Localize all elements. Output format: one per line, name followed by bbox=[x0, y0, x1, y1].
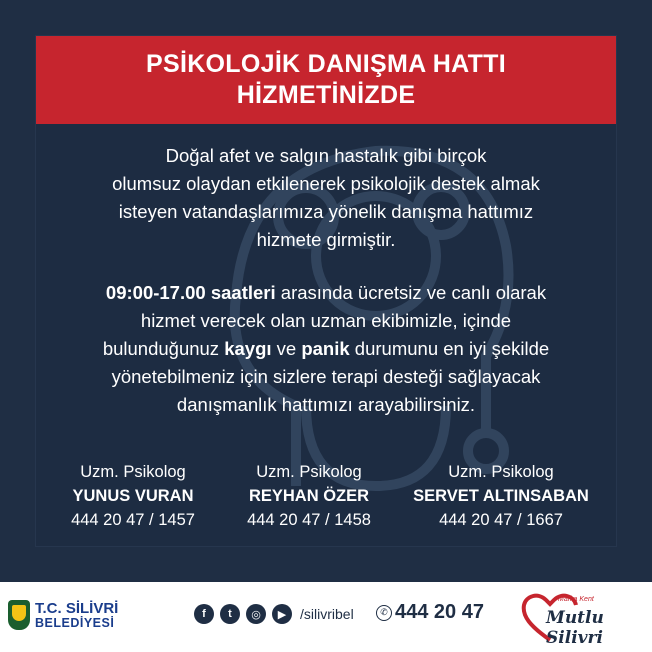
main-phone-number: 444 20 47 bbox=[395, 601, 484, 623]
logo-line1: T.C. SİLİVRİ bbox=[35, 599, 119, 617]
contact-role: Uzm. Psikolog bbox=[80, 463, 186, 481]
contact-name: SERVET ALTINSABAN bbox=[413, 487, 589, 505]
service-line-text: ve bbox=[271, 338, 302, 359]
intro-line: hizmete girmiştir. bbox=[256, 229, 396, 250]
municipality-logo-text bbox=[35, 601, 118, 630]
contact-card bbox=[396, 461, 606, 532]
intro-paragraph bbox=[46, 142, 606, 254]
instagram-icon[interactable]: ◎ bbox=[246, 604, 266, 624]
header-title-line2: HİZMETİNİZDE bbox=[236, 81, 416, 109]
contact-card bbox=[214, 461, 404, 532]
social-handle[interactable]: /silivribel bbox=[300, 606, 354, 622]
intro-line: olumsuz olaydan etkilenerek psikolojik destek almak bbox=[112, 173, 540, 194]
municipality-logo[interactable] bbox=[8, 600, 118, 630]
intro-line: isteyen vatandaşlarımıza yönelik danışma hattımız bbox=[118, 201, 534, 222]
contact-role: Uzm. Psikolog bbox=[448, 463, 554, 481]
header-banner bbox=[36, 36, 616, 124]
crest-icon bbox=[8, 600, 30, 630]
service-line: hizmet verecek olan uzman ekibimizle, içinde bbox=[140, 310, 512, 331]
service-line bbox=[46, 335, 606, 363]
logo-line2: BELEDİYESİ bbox=[35, 615, 115, 630]
intro-line: Doğal afet ve salgın hastalık gibi birçok bbox=[165, 145, 487, 166]
brand-slogan: Marka Kent bbox=[558, 596, 594, 603]
contact-name: YUNUS VURAN bbox=[72, 487, 194, 505]
kaygi-text: kaygı bbox=[224, 338, 272, 359]
service-line: yönetebilmeniz için sizlere terapi desteği sağlayacak bbox=[111, 366, 541, 387]
service-paragraph bbox=[46, 279, 606, 419]
main-phone[interactable] bbox=[376, 601, 484, 624]
mutlu-silivri-logo[interactable] bbox=[520, 590, 630, 648]
header-title-line1: PSİKOLOJİK DANIŞMA HATTI bbox=[146, 50, 506, 78]
contact-phone[interactable]: 444 20 47 / 1458 bbox=[247, 511, 371, 529]
content-panel bbox=[36, 36, 616, 546]
service-line-text: arasında ücretsiz ve canlı olarak bbox=[275, 282, 547, 303]
brand-name: Mutlu Silivri bbox=[546, 608, 604, 648]
service-line-text: durumunu en iyi şekilde bbox=[349, 338, 550, 359]
panik-text: panik bbox=[301, 338, 350, 359]
facebook-icon[interactable]: f bbox=[194, 604, 214, 624]
contact-role: Uzm. Psikolog bbox=[256, 463, 362, 481]
phone-icon: ✆ bbox=[376, 605, 392, 621]
service-line-text: bulunduğunuz bbox=[102, 338, 225, 359]
contact-phone[interactable]: 444 20 47 / 1667 bbox=[439, 511, 563, 529]
twitter-icon[interactable]: t bbox=[220, 604, 240, 624]
contact-card bbox=[38, 461, 228, 532]
footer bbox=[0, 582, 652, 652]
service-line: danışmanlık hattımızı arayabilirsiniz. bbox=[176, 394, 476, 415]
hours-text: 09:00-17.00 saatleri bbox=[105, 282, 276, 303]
youtube-icon[interactable]: ▶ bbox=[272, 604, 292, 624]
social-links bbox=[194, 604, 354, 624]
contact-name: REYHAN ÖZER bbox=[248, 487, 370, 505]
contact-phone[interactable]: 444 20 47 / 1457 bbox=[71, 511, 195, 529]
service-line bbox=[46, 279, 606, 307]
